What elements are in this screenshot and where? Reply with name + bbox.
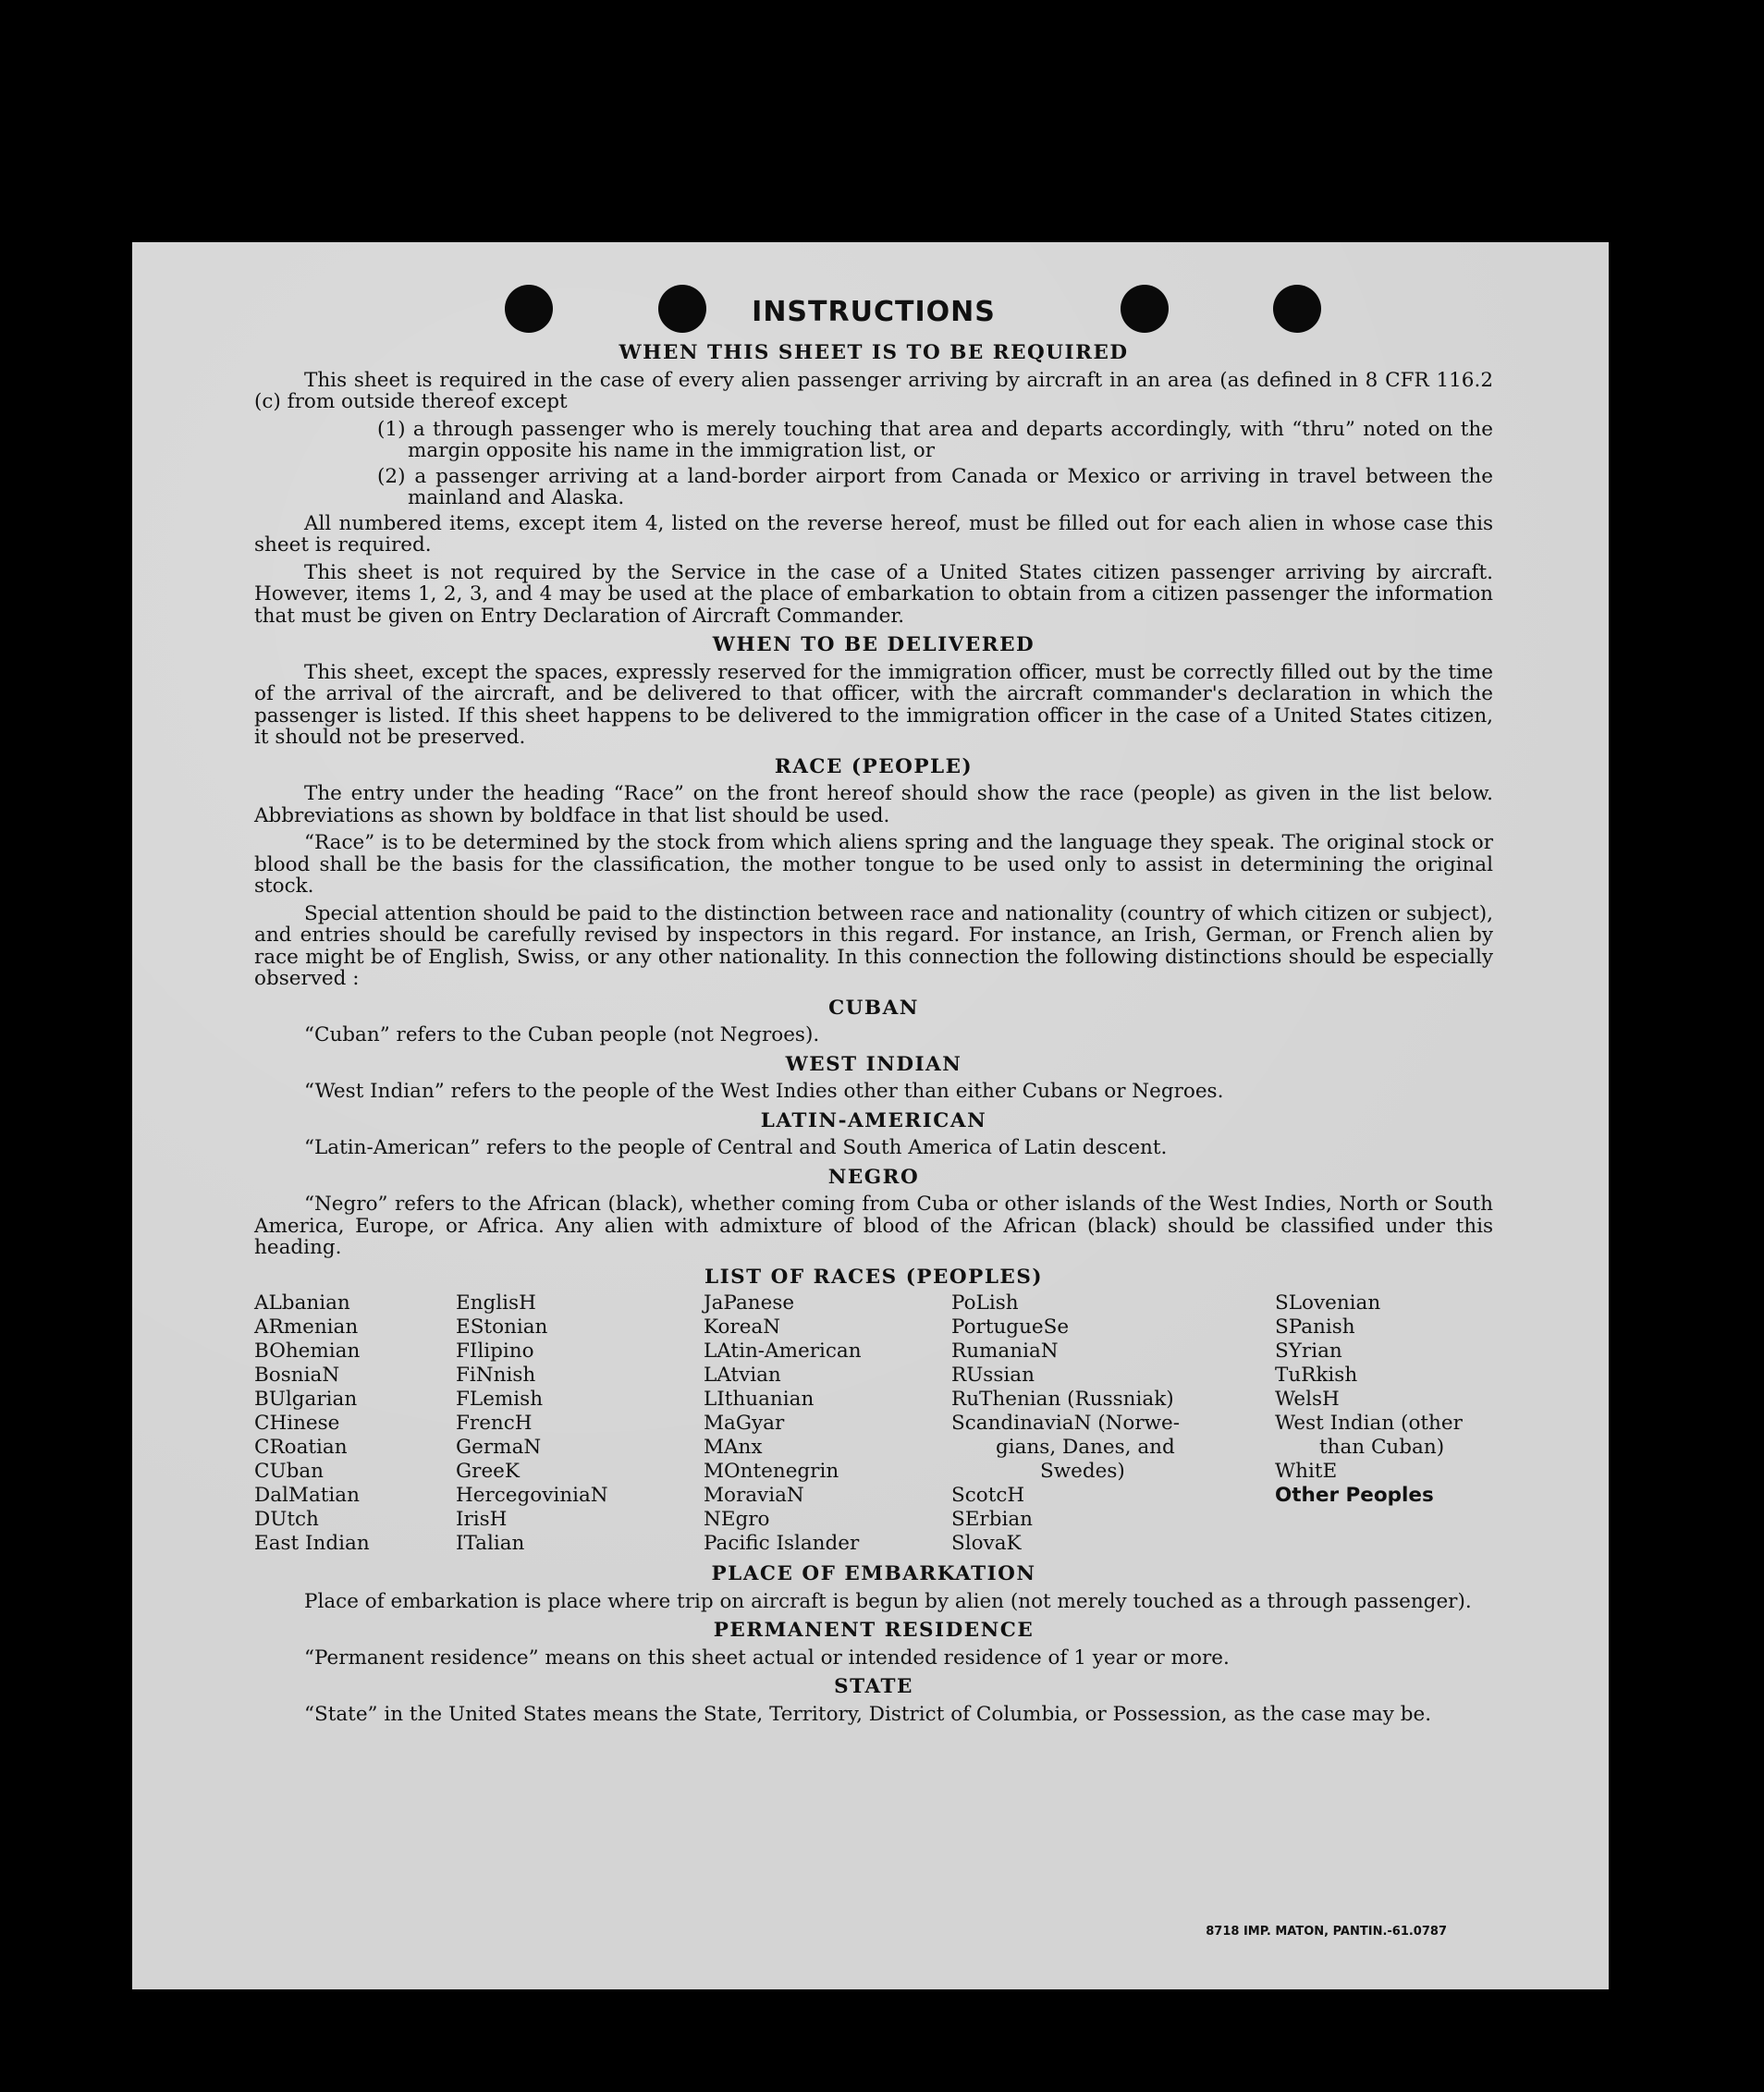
paragraph: Special attention should be paid to the distinction between race and nationality (country of which citizen or subject), and entries should be carefully revised by inspectors in this regard. For instance, an Irish, German, or French alien by race might be of English, Swiss, or any other nationality. In this connection the following distinctions should be especially observed : <box>254 901 1493 990</box>
race-entry: ARmenian <box>254 1315 359 1339</box>
race-entry: BosniaN <box>254 1364 340 1387</box>
race-entry: SLovenian <box>1275 1291 1381 1315</box>
paragraph: “Permanent residence” means on this sheet actual or intended residence of 1 year or more. <box>304 1645 1230 1670</box>
paragraph: “Race” is to be determined by the stock from which aliens spring and the language they speak. The original stock or blood shall be the basis for the classification, the mother tongue to be used only to assist in determining the original stock. <box>254 831 1493 898</box>
page-title: INSTRUCTIONS <box>752 296 996 328</box>
race-entry: BUlgarian <box>254 1388 358 1411</box>
section-heading-race: RACE (PEOPLE) <box>774 754 974 778</box>
race-entry: NEgro <box>704 1508 770 1531</box>
race-entry: SPanish <box>1275 1315 1355 1339</box>
race-entry: DalMatian <box>254 1484 360 1507</box>
race-entry: ALbanian <box>254 1291 350 1315</box>
section-heading-state: STATE <box>834 1675 913 1698</box>
races-list <box>254 1291 1493 1556</box>
paragraph: “Latin-American” refers to the people of Central and South America of Latin descent. <box>304 1136 1168 1159</box>
race-entry: MOntenegrin <box>704 1460 839 1483</box>
race-entry-continued: Swedes) <box>1040 1460 1125 1483</box>
race-entry: RuThenian (Russniak) <box>951 1388 1174 1411</box>
printer-footer: 8718 IMP. MATON, PANTIN.-61.0787 <box>1206 1925 1447 1939</box>
section-heading-embarkation: PLACE OF EMBARKATION <box>711 1562 1036 1585</box>
race-entry: LAtvian <box>704 1364 781 1387</box>
race-entry: HercegoviniaN <box>456 1484 608 1507</box>
paragraph: Place of embarkation is place where trip on aircraft is begun by alien (not merely touched as a through passenger). <box>304 1589 1472 1613</box>
paragraph: This sheet is not required by the Service in the case of a United States citizen passenger arriving by aircraft. However, items 1, 2, 3, and 4 may be used at the place of embarkation to obtain from a citizen passenger the information that must be given on Entry Declaration of Aircraft Commander. <box>254 560 1493 628</box>
race-entry: FrencH <box>456 1412 533 1435</box>
race-entry: BOhemian <box>254 1340 361 1363</box>
race-entry-continued: than Cuban) <box>1319 1436 1445 1459</box>
race-entry: FIlipino <box>456 1340 534 1363</box>
paragraph: The entry under the heading “Race” on the front hereof should show the race (people) as given in the list below. Abbreviations as shown by boldface in that list should be used. <box>254 782 1493 827</box>
race-entry: CHinese <box>254 1412 340 1435</box>
race-entry: West Indian (other <box>1275 1412 1463 1435</box>
race-entry: SYrian <box>1275 1340 1342 1363</box>
race-entry: TuRkish <box>1275 1364 1358 1387</box>
race-entry: PoLish <box>951 1291 1019 1315</box>
paragraph: All numbered items, except item 4, listed on the reverse hereof, must be filled out for each alien in whose case this sheet is required. <box>254 511 1493 557</box>
race-entry: EStonian <box>456 1315 548 1339</box>
race-entry: MoraviaN <box>704 1484 804 1507</box>
race-entry: Pacific Islander <box>704 1532 860 1555</box>
exception-item-2: (2) a passenger arriving at a land-border airport from Canada or Mexico or arriving in travel between the mainland and Alaska. <box>377 464 1493 509</box>
races-column-3 <box>704 1291 951 1556</box>
race-entry: RumaniaN <box>951 1340 1059 1363</box>
races-column-4 <box>951 1291 1275 1556</box>
race-entry: FLemish <box>456 1388 544 1411</box>
exception-item-1: (1) a through passenger who is merely touching that area and departs accordingly, with “thru” noted on the margin opposite his name in the immigration list, or <box>377 417 1493 462</box>
section-heading-required: WHEN THIS SHEET IS TO BE REQUIRED <box>619 341 1129 364</box>
race-entry: MAnx <box>704 1436 763 1459</box>
race-entry: MaGyar <box>704 1412 785 1435</box>
race-entry: LIthuanian <box>704 1388 815 1411</box>
race-entry: Other Peoples <box>1275 1484 1434 1507</box>
race-entry: IrisH <box>456 1508 508 1531</box>
race-entry: DUtch <box>254 1508 319 1531</box>
race-entry: GreeK <box>456 1460 520 1483</box>
section-heading-list-of-races: LIST OF RACES (PEOPLES) <box>704 1265 1044 1289</box>
section-heading-residence: PERMANENT RESIDENCE <box>713 1619 1035 1642</box>
race-entry: ScotcH <box>951 1484 1025 1507</box>
race-entry: RUssian <box>951 1364 1035 1387</box>
race-entry: WelsH <box>1275 1388 1340 1411</box>
paragraph: “State” in the United States means the State, Territory, District of Columbia, or Possession, as the case may be. <box>304 1702 1432 1726</box>
paragraph: “Negro” refers to the African (black), whether coming from Cuba or other islands of the West Indies, North or South America, Europe, or Africa. Any alien with admixture of blood of the African (black) should be classified under this heading. <box>254 1193 1493 1259</box>
section-heading-delivered: WHEN TO BE DELIVERED <box>712 633 1035 656</box>
race-entry: ITalian <box>456 1532 525 1555</box>
race-entry: WhitE <box>1275 1460 1338 1483</box>
document-sheet <box>132 242 1609 1989</box>
section-heading-latin-american: LATIN-AMERICAN <box>760 1108 987 1132</box>
race-entry: ScandinaviaN (Norwe- <box>951 1412 1181 1435</box>
race-entry: GermaN <box>456 1436 542 1459</box>
race-entry: KoreaN <box>704 1315 781 1339</box>
paragraph: “West Indian” refers to the people of the West Indies other than either Cubans or Negroes. <box>304 1080 1224 1103</box>
race-entry-continued: gians, Danes, and <box>996 1436 1175 1459</box>
race-entry: CRoatian <box>254 1436 348 1459</box>
race-entry: SErbian <box>951 1508 1034 1531</box>
race-entry: EnglisH <box>456 1291 536 1315</box>
races-column-2 <box>456 1291 704 1556</box>
section-heading-cuban: CUBAN <box>828 996 919 1020</box>
race-entry: LAtin-American <box>704 1340 862 1363</box>
section-heading-west-indian: WEST INDIAN <box>785 1052 962 1076</box>
race-entry: CUban <box>254 1460 324 1483</box>
race-entry: PortugueSe <box>951 1315 1070 1339</box>
races-column-1 <box>254 1291 456 1556</box>
document-content <box>254 296 1493 1731</box>
paragraph: This sheet is required in the case of every alien passenger arriving by aircraft in an area (as defined in 8 CFR 116.2 (c) from outside thereof except <box>254 368 1493 413</box>
race-entry: SlovaK <box>951 1532 1022 1555</box>
race-entry: East Indian <box>254 1532 370 1555</box>
paragraph: “Cuban” refers to the Cuban people (not Negroes). <box>304 1023 820 1046</box>
races-column-5 <box>1275 1291 1493 1556</box>
race-entry: JaPanese <box>704 1291 795 1315</box>
section-heading-negro: NEGRO <box>827 1165 920 1189</box>
race-entry: FiNnish <box>456 1364 536 1387</box>
paragraph: This sheet, except the spaces, expressly reserved for the immigration officer, must be correctly filled out by the time of the arrival of the aircraft, and be delivered to that officer, with the aircraft commander's declaration in which the passenger is listed. If this sheet happens to be delivered to the immigration officer in the case of a United States citizen, it should not be preserved. <box>254 660 1493 749</box>
